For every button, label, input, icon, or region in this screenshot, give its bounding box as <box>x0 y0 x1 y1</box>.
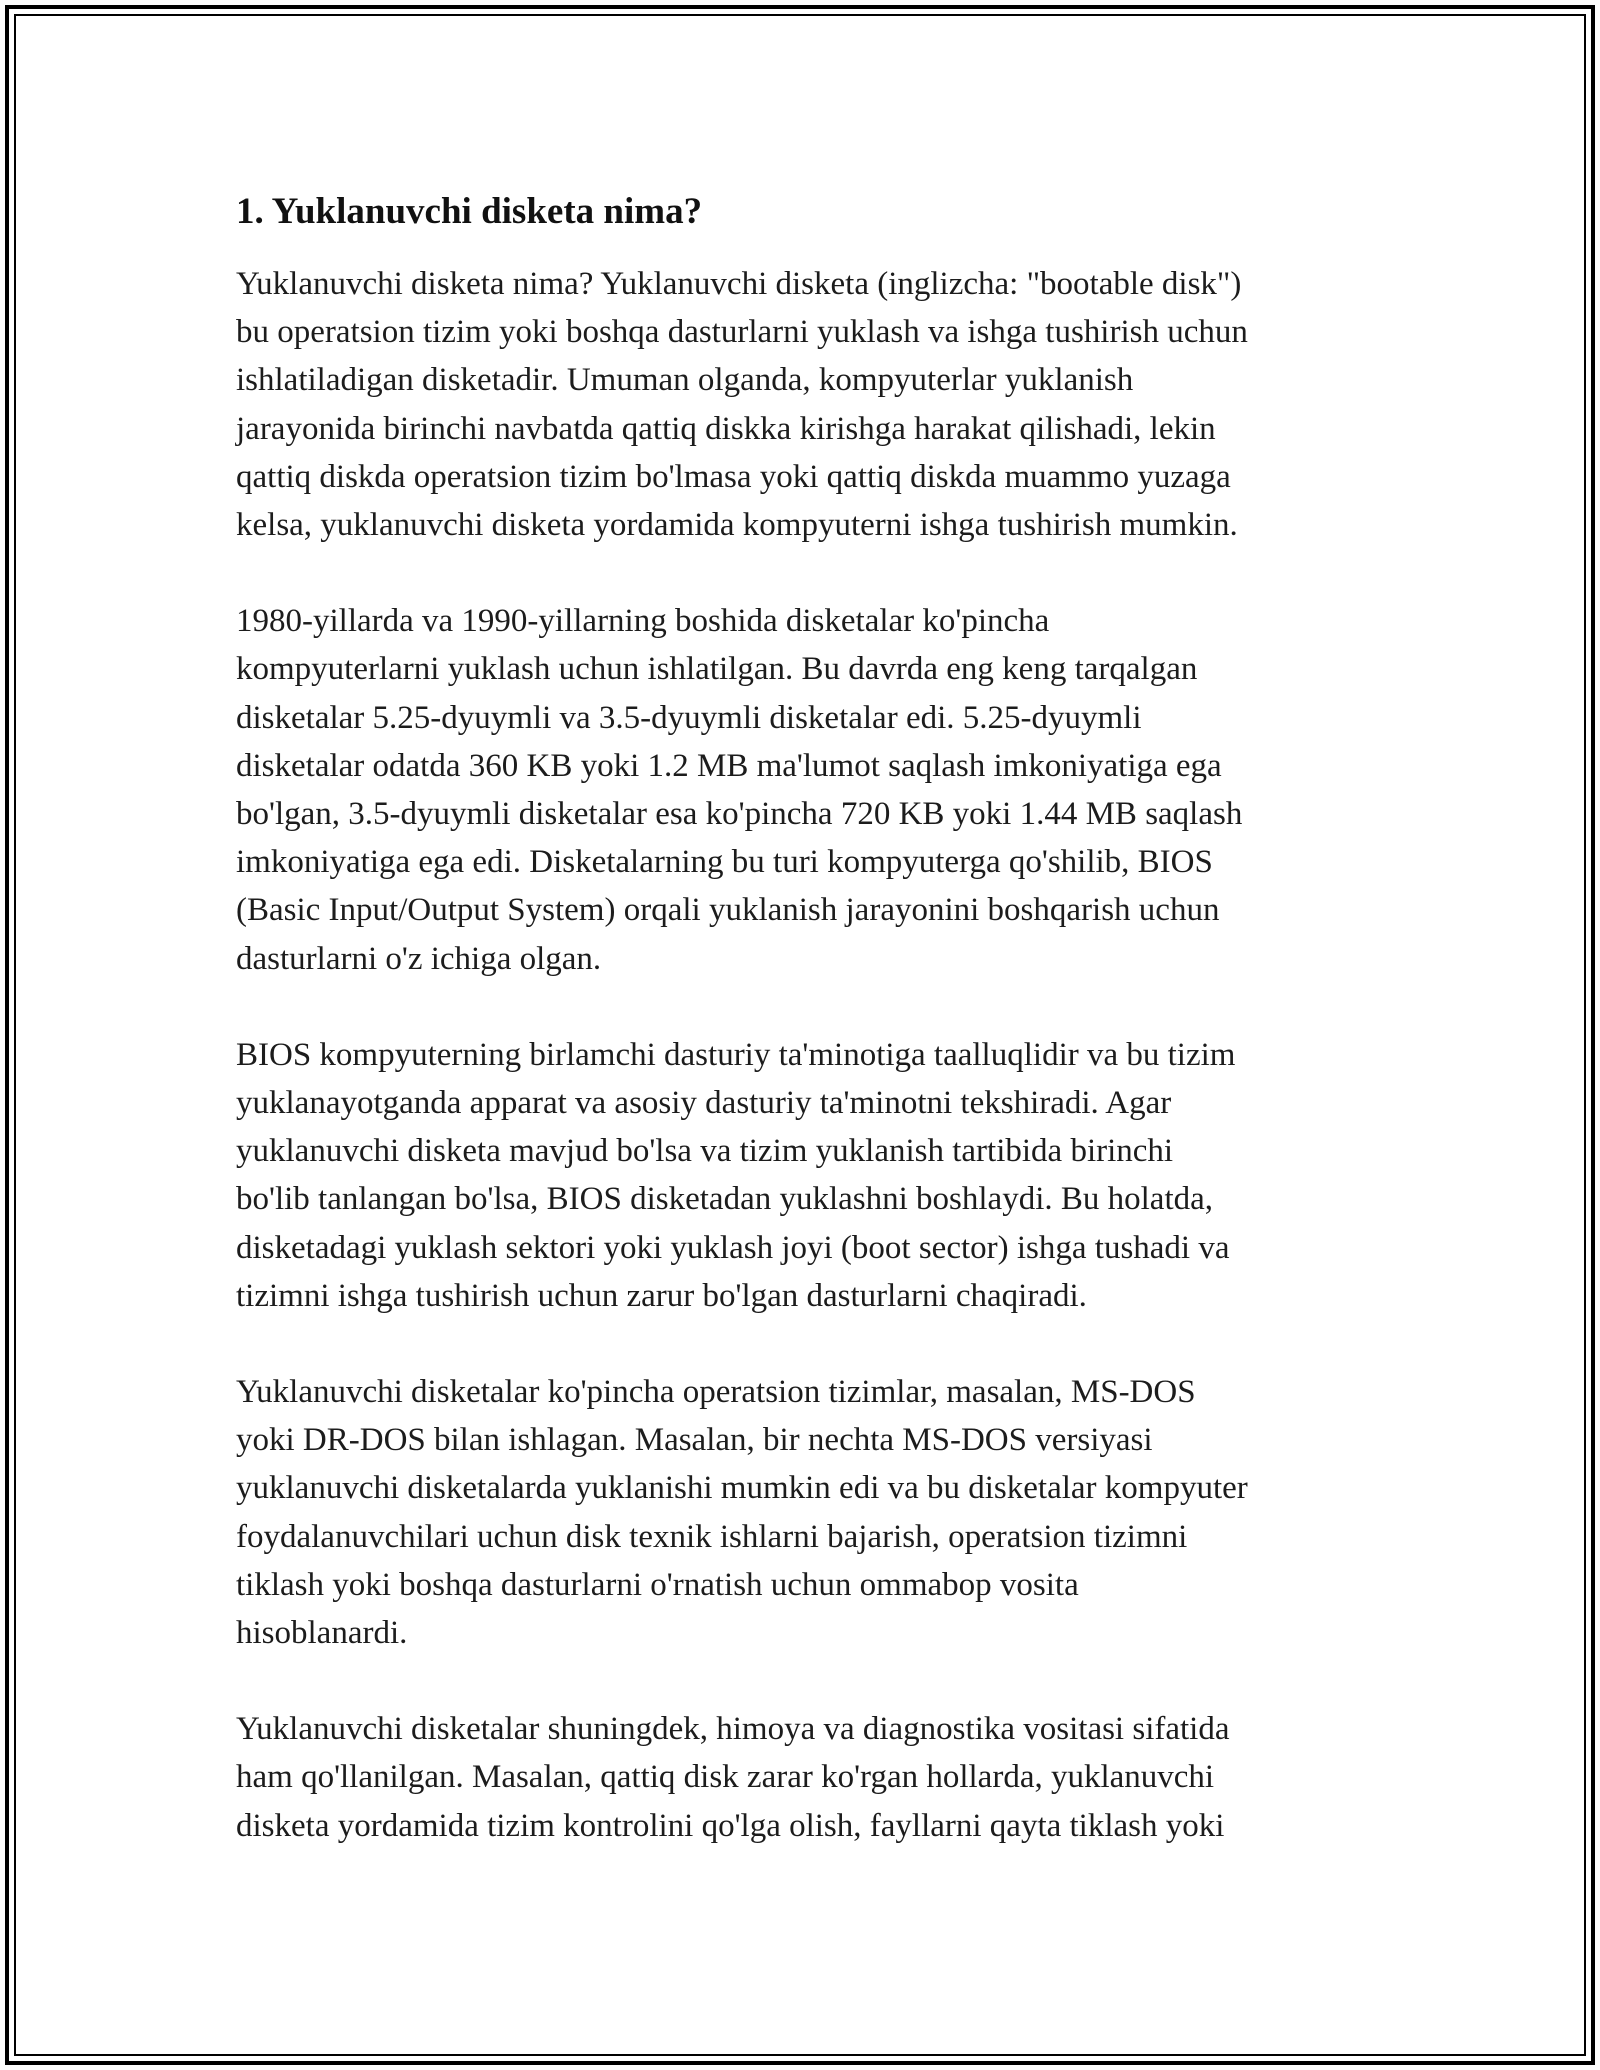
text-line: ham qo'llanilgan. Masalan, qattiq disk zarar ko'rgan hollarda, yuklanuvchi <box>236 1759 1215 1796</box>
text-line: kelsa, yuklanuvchi disketa yordamida kompyuterni ishga tushirish mumkin. <box>236 507 1238 544</box>
text-line: BIOS kompyuterning birlamchi dasturiy ta'minotiga taalluqlidir va bu tizim <box>236 1036 1236 1073</box>
text-line: tizimni ishga tushirish uchun zarur bo'lgan dasturlarni chaqiradi. <box>236 1277 1087 1314</box>
text-line: bu operatsion tizim yoki boshqa dasturlarni yuklash va ishga tushirish uchun <box>236 314 1248 351</box>
text-line: disketadagi yuklash sektori yoki yuklash joyi (boot sector) ishga tushadi va <box>236 1229 1230 1266</box>
text-line: Yuklanuvchi disketalar ko'pincha operatsion tizimlar, masalan, MS-DOS <box>236 1374 1196 1411</box>
document-body <box>236 184 1386 1898</box>
text-line: yoki DR-DOS bilan ishlagan. Masalan, bir nechta MS-DOS versiyasi <box>236 1422 1153 1459</box>
paragraph-5 <box>236 1705 1386 1850</box>
text-line: yuklanuvchi disketalarda yuklanishi mumkin edi va bu disketalar kompyuter <box>236 1470 1248 1507</box>
text-line: yuklanayotganda apparat va asosiy dasturiy ta'minotni tekshiradi. Agar <box>236 1085 1172 1122</box>
paragraph-1 <box>236 260 1386 549</box>
paragraph-3 <box>236 1031 1386 1320</box>
text-line: ishlatiladigan disketadir. Umuman olganda, kompyuterlar yuklanish <box>236 362 1134 399</box>
text-line: kompyuterlarni yuklash uchun ishlatilgan. Bu davrda eng keng tarqalgan <box>236 651 1198 688</box>
text-line: Yuklanuvchi disketalar shuningdek, himoya va diagnostika vositasi sifatida <box>236 1711 1230 1748</box>
text-line: disketalar odatda 360 KB yoki 1.2 MB ma'lumot saqlash imkoniyatiga ega <box>236 747 1222 784</box>
text-line: disketalar 5.25-dyuymli va 3.5-dyuymli disketalar edi. 5.25-dyuymli <box>236 699 1142 736</box>
paragraph-2 <box>236 597 1386 983</box>
text-line: foydalanuvchilari uchun disk texnik ishlarni bajarish, operatsion tizimni <box>236 1518 1188 1555</box>
text-line: dasturlarni o'z ichiga olgan. <box>236 940 602 977</box>
text-line: yuklanuvchi disketa mavjud bo'lsa va tizim yuklanish tartibida birinchi <box>236 1133 1174 1170</box>
text-line: hisoblanardi. <box>236 1615 408 1652</box>
text-line: bo'lgan, 3.5-dyuymli disketalar esa ko'pincha 720 KB yoki 1.44 MB saqlash <box>236 796 1243 833</box>
text-line: (Basic Input/Output System) orqali yuklanish jarayonini boshqarish uchun <box>236 892 1220 929</box>
text-line: 1980-yillarda va 1990-yillarning boshida disketalar ko'pincha <box>236 603 1050 640</box>
text-line: imkoniyatiga ega edi. Disketalarning bu turi kompyuterga qo'shilib, BIOS <box>236 844 1213 881</box>
text-line: tiklash yoki boshqa dasturlarni o'rnatish uchun ommabop vosita <box>236 1566 1079 1603</box>
text-line: Yuklanuvchi disketa nima? Yuklanuvchi disketa (inglizcha: "bootable disk") <box>236 266 1242 302</box>
text-line: disketa yordamida tizim kontrolini qo'lga olish, fayllarni qayta tiklash yoki <box>236 1807 1225 1844</box>
text-line: qattiq diskda operatsion tizim bo'lmasa yoki qattiq diskda muammo yuzaga <box>236 458 1231 495</box>
text-line: jarayonida birinchi navbatda qattiq diskka kirishga harakat qilishadi, lekin <box>236 410 1216 447</box>
paragraph-4 <box>236 1368 1386 1657</box>
text-line: bo'lib tanlangan bo'lsa, BIOS disketadan yuklashni boshlaydi. Bu holatda, <box>236 1181 1214 1218</box>
page-title: 1. Yuklanuvchi disketa nima? <box>236 191 703 232</box>
